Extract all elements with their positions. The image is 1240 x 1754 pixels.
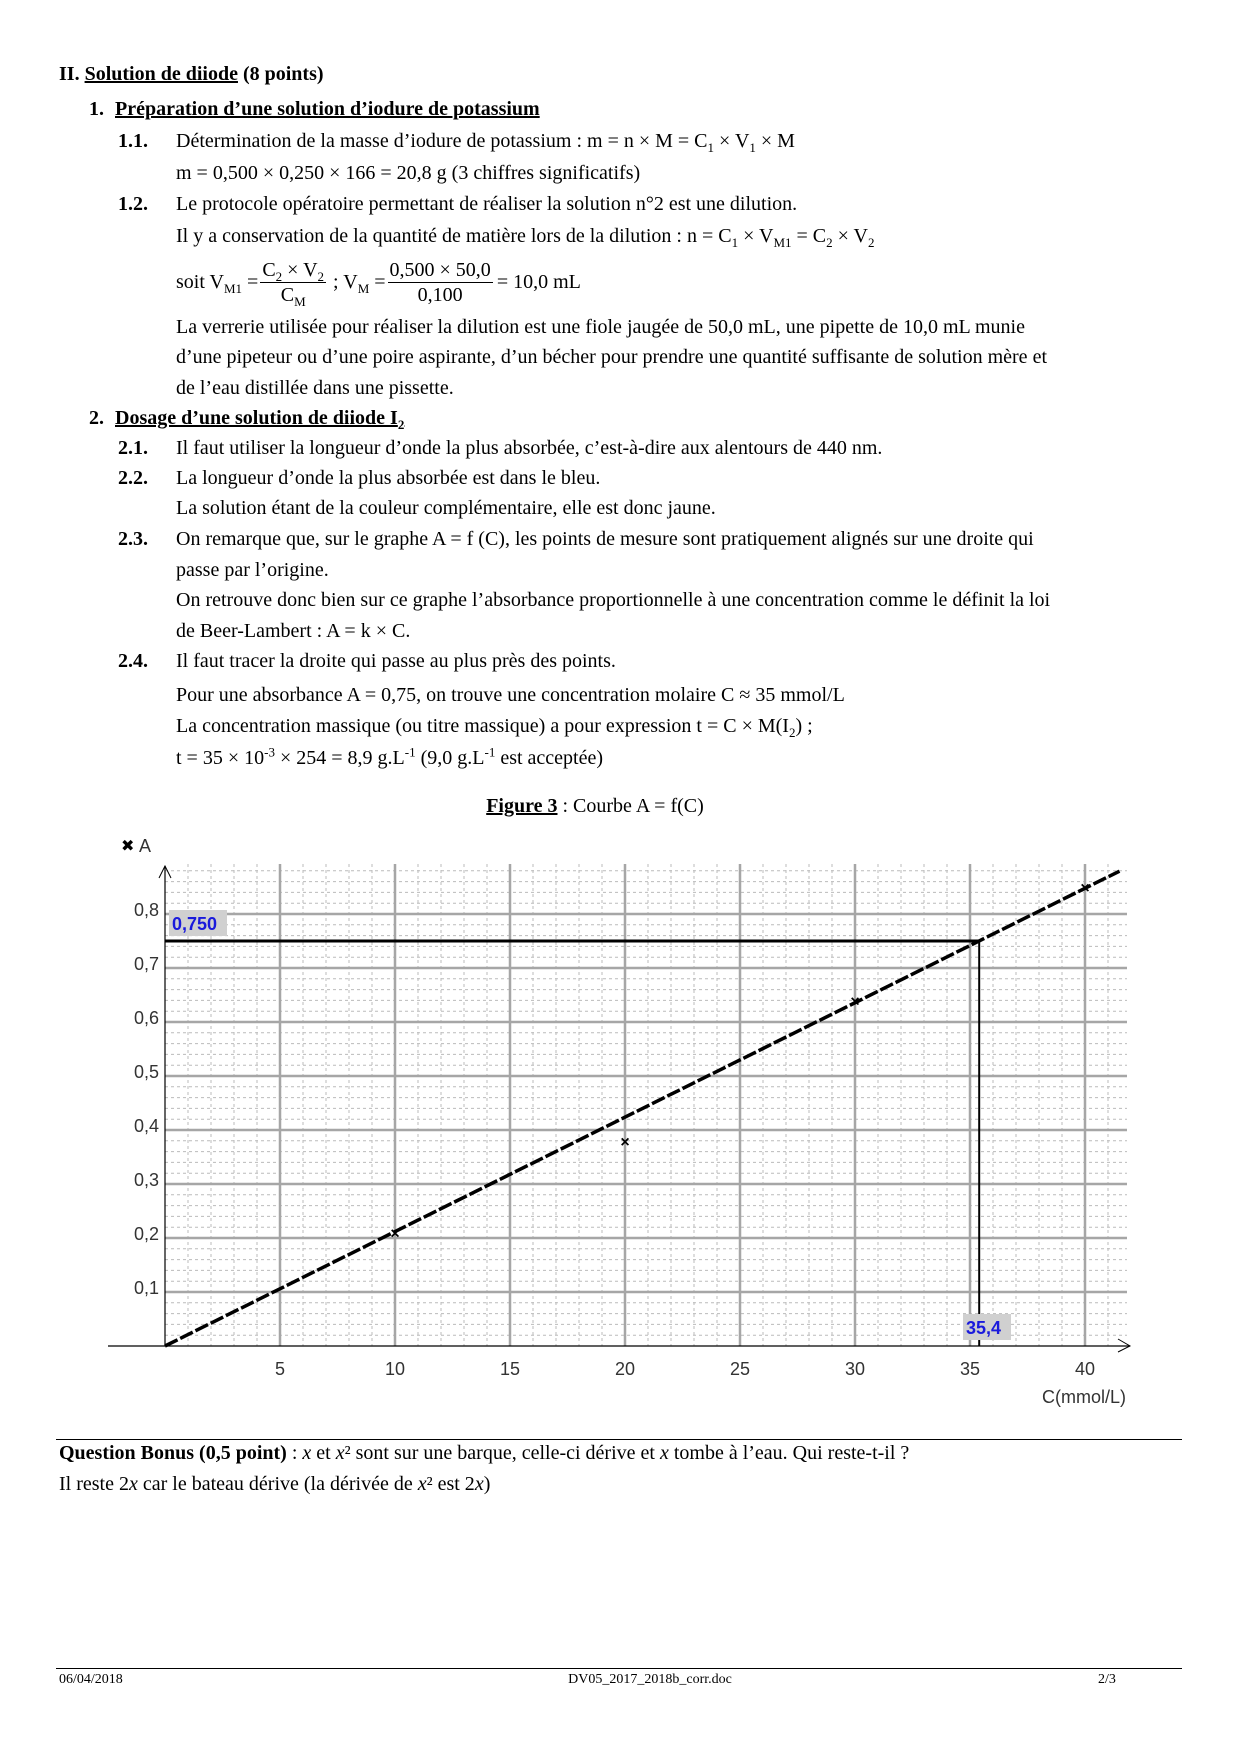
- fraction-vm: [388, 258, 493, 307]
- data-point: ×: [620, 1133, 630, 1151]
- fraction-denominator: [418, 283, 463, 307]
- data-point: ×: [850, 993, 860, 1011]
- text-segment: (9,0 g.L: [415, 747, 485, 769]
- y-tick-label: 0,4: [133, 1116, 159, 1136]
- q23-line2: [176, 555, 329, 585]
- fraction-vm1: [260, 258, 326, 307]
- text-segment: × V: [738, 225, 774, 247]
- x-tick-label: 15: [499, 1359, 521, 1379]
- text-segment: C: [262, 258, 276, 281]
- bonus-question: [59, 1438, 909, 1468]
- text-segment: Le protocole opératoire permettant de réaliser la solution n°2 est une dilution.: [176, 193, 798, 215]
- text-segment: 2: [317, 268, 325, 284]
- q12-line5: [176, 373, 454, 403]
- text-segment: × V: [832, 225, 869, 247]
- text-segment: C: [280, 283, 295, 306]
- q21-number: 2.1.: [118, 437, 148, 459]
- part1-title: Préparation d’une solution d’iodure de potassium: [115, 98, 540, 120]
- y-tick-label: 0,1: [133, 1278, 159, 1298]
- footer-date: 06/04/2018: [59, 1672, 123, 1687]
- q24-line1: [176, 646, 616, 676]
- text-segment: = 10,0 mL: [496, 270, 581, 293]
- text-segment: Détermination de la masse d’iodure de potassium : m = n × M = C: [176, 130, 708, 152]
- y-tick-label: 0,8: [133, 900, 159, 920]
- text-segment: -1: [484, 744, 496, 760]
- text-segment: = C: [791, 225, 827, 247]
- legend-marker-icon: ✖: [121, 838, 135, 855]
- text-segment: On retrouve donc bien sur ce graphe l’absorbance proportionnelle à une concentration comme le définit la loi: [176, 589, 1051, 611]
- text-segment: × M: [755, 130, 795, 152]
- y-tick-label: 0,2: [133, 1224, 159, 1244]
- part2-number: 2.: [89, 407, 104, 429]
- q24-line2: [176, 680, 845, 710]
- figure-caption: [0, 791, 1190, 821]
- x-axis-label: C(mmol/L): [1042, 1387, 1126, 1407]
- text-segment: 1: [749, 140, 756, 155]
- y-tick-label: 0,3: [133, 1170, 159, 1190]
- text-segment: 1: [731, 235, 739, 250]
- figure-caption-text: : Courbe A = f(C): [557, 795, 704, 817]
- text-segment: 2: [788, 725, 796, 740]
- q23-line1: [176, 524, 1034, 554]
- footer-page: 2/3: [1098, 1672, 1116, 1687]
- text-segment: x: [302, 1442, 312, 1464]
- text-segment: tombe à l’eau. Qui reste-t-il ?: [668, 1442, 910, 1464]
- q23-line4: [176, 616, 410, 646]
- text-segment: 2: [868, 235, 875, 250]
- section-number: II.: [59, 63, 80, 85]
- text-segment: :: [286, 1442, 303, 1464]
- text-segment: ; V: [328, 270, 358, 293]
- section-title: Solution de diiode: [84, 63, 238, 85]
- footer-divider: [56, 1668, 1182, 1669]
- text-segment: de l’eau distillée dans une pissette.: [176, 377, 454, 399]
- formula-prefix: [176, 271, 258, 294]
- text-segment: Il reste 2: [59, 1473, 129, 1495]
- fraction-numerator: [260, 258, 326, 283]
- figure-label: Figure 3: [486, 795, 558, 817]
- text-segment: Pour une absorbance A = 0,75, on trouve une concentration molaire C ≈ 35 mmol/L: [176, 684, 845, 706]
- part1-heading: [89, 94, 540, 124]
- x-tick-label: 10: [384, 1359, 406, 1379]
- q12-line3: [176, 312, 1025, 342]
- text-segment: =: [242, 270, 259, 293]
- q24-line3: [176, 711, 813, 741]
- q12-number: 1.2.: [118, 193, 148, 215]
- bonus-answer: [59, 1469, 490, 1499]
- text-segment: 0,100: [417, 283, 463, 306]
- text-segment: m = 0,500 × 0,250 × 166 = 20,8 g (3 chiffres significatifs): [176, 162, 641, 184]
- text-segment: ² sont sur une barque, celle-ci dérive et: [344, 1442, 660, 1464]
- text-segment: La concentration massique (ou titre massique) a pour expression t = C × M(I: [176, 715, 789, 737]
- section-points: (8 points): [242, 63, 324, 85]
- q11-line1: [176, 126, 795, 156]
- q23-number: 2.3.: [118, 528, 148, 550]
- q11-number: 1.1.: [118, 130, 148, 152]
- text-segment: passe par l’origine.: [176, 559, 329, 581]
- text-segment: 2: [826, 235, 833, 250]
- fraction-numerator: [388, 258, 493, 283]
- text-segment: ): [483, 1473, 491, 1495]
- text-segment: de Beer-Lambert : A = k × C.: [176, 620, 411, 642]
- x-tick-label: 35: [959, 1359, 981, 1379]
- text-segment: 1: [707, 140, 715, 155]
- data-point: ×: [1080, 880, 1090, 897]
- q23-line3: [176, 585, 1050, 615]
- text-segment: ) ;: [795, 715, 813, 737]
- section-heading: [59, 59, 324, 89]
- text-segment: Il faut tracer la droite qui passe au plus près des points.: [176, 650, 616, 672]
- x-tick-label: 40: [1074, 1359, 1096, 1379]
- text-segment: x: [335, 1442, 345, 1464]
- text-segment: M: [357, 280, 370, 296]
- footer-filename: DV05_2017_2018b_corr.doc: [568, 1672, 732, 1687]
- text-segment: 0,500 × 50,0: [389, 258, 491, 281]
- text-segment: x: [474, 1473, 484, 1495]
- text-segment: Dosage d’une solution de diiode I: [115, 407, 398, 429]
- text-segment: M: [294, 293, 306, 309]
- text-segment: x: [659, 1442, 669, 1464]
- dilution-formula: [176, 256, 581, 308]
- x-tick-label: 25: [729, 1359, 751, 1379]
- y-tick-label: 0,7: [133, 954, 159, 974]
- x-tick-label: 30: [844, 1359, 866, 1379]
- text-segment: Question Bonus (0,5 point): [59, 1442, 287, 1464]
- fraction-denominator: [281, 283, 306, 307]
- text-segment: × 254 = 8,9 g.L: [274, 747, 405, 769]
- text-segment: Il y a conservation de la quantité de matière lors de la dilution : n = C: [176, 225, 732, 247]
- q12-line2: [176, 221, 875, 251]
- text-segment: On remarque que, sur le graphe A = f (C), les points de mesure sont pratiquement alignés sur une droite qui: [176, 528, 1034, 550]
- y-tick-label: 0,6: [133, 1008, 159, 1028]
- formula-middle: [328, 271, 385, 294]
- q12-line4: [176, 342, 1047, 372]
- data-point: ×: [390, 1225, 400, 1243]
- text-segment: -1: [404, 744, 416, 760]
- text-segment: d’une pipeteur ou d’une poire aspirante, d’un bécher pour prendre une quantité suffisante de solution mère et: [176, 346, 1047, 368]
- q12-line1: [176, 189, 797, 219]
- x-tick-label: 20: [614, 1359, 636, 1379]
- part1-number: 1.: [89, 98, 104, 120]
- y-tick-label: 0,5: [133, 1062, 159, 1082]
- text-segment: -3: [264, 744, 275, 760]
- text-segment: x: [128, 1473, 138, 1495]
- q22-line1: [176, 463, 600, 493]
- text-segment: Il faut utiliser la longueur d’onde la plus absorbée, c’est-à-dire aux alentours de 440 nm.: [176, 437, 883, 459]
- q11-line2: [176, 158, 640, 188]
- part2-heading: [89, 403, 404, 433]
- text-segment: ² est 2: [426, 1473, 475, 1495]
- text-segment: 2: [275, 268, 283, 284]
- part2-title: [115, 407, 405, 432]
- text-segment: La solution étant de la couleur complémentaire, elle est donc jaune.: [176, 497, 716, 519]
- text-segment: soit V: [176, 270, 224, 293]
- q21-line1: [176, 433, 882, 463]
- q24-number: 2.4.: [118, 650, 148, 672]
- y-axis-label: A: [139, 836, 152, 856]
- text-segment: est acceptée): [495, 747, 604, 769]
- q22-number: 2.2.: [118, 467, 148, 489]
- text-segment: M1: [223, 280, 243, 296]
- absorbance-chart: [0, 820, 1240, 1420]
- q22-line2: [176, 493, 716, 523]
- text-segment: et: [311, 1442, 336, 1464]
- text-segment: t = 35 × 10: [176, 747, 265, 769]
- reading-y-label: 0,750: [172, 914, 218, 934]
- text-segment: x: [417, 1473, 427, 1495]
- text-segment: × V: [714, 130, 750, 152]
- text-segment: car le bateau dérive (la dérivée de: [137, 1473, 418, 1495]
- reading-x-label: 35,4: [966, 1318, 1002, 1338]
- text-segment: La verrerie utilisée pour réaliser la dilution est une fiole jaugée de 50,0 mL, une pipette de 10,0 mL munie: [176, 316, 1025, 338]
- text-segment: La longueur d’onde la plus absorbée est dans le bleu.: [176, 467, 601, 489]
- q24-line4: [176, 743, 603, 773]
- text-segment: M1: [773, 235, 792, 250]
- x-tick-label: 5: [274, 1359, 286, 1379]
- text-segment: × V: [282, 258, 318, 281]
- text-segment: =: [369, 270, 386, 293]
- text-segment: 2: [397, 417, 405, 432]
- formula-result: [497, 271, 581, 294]
